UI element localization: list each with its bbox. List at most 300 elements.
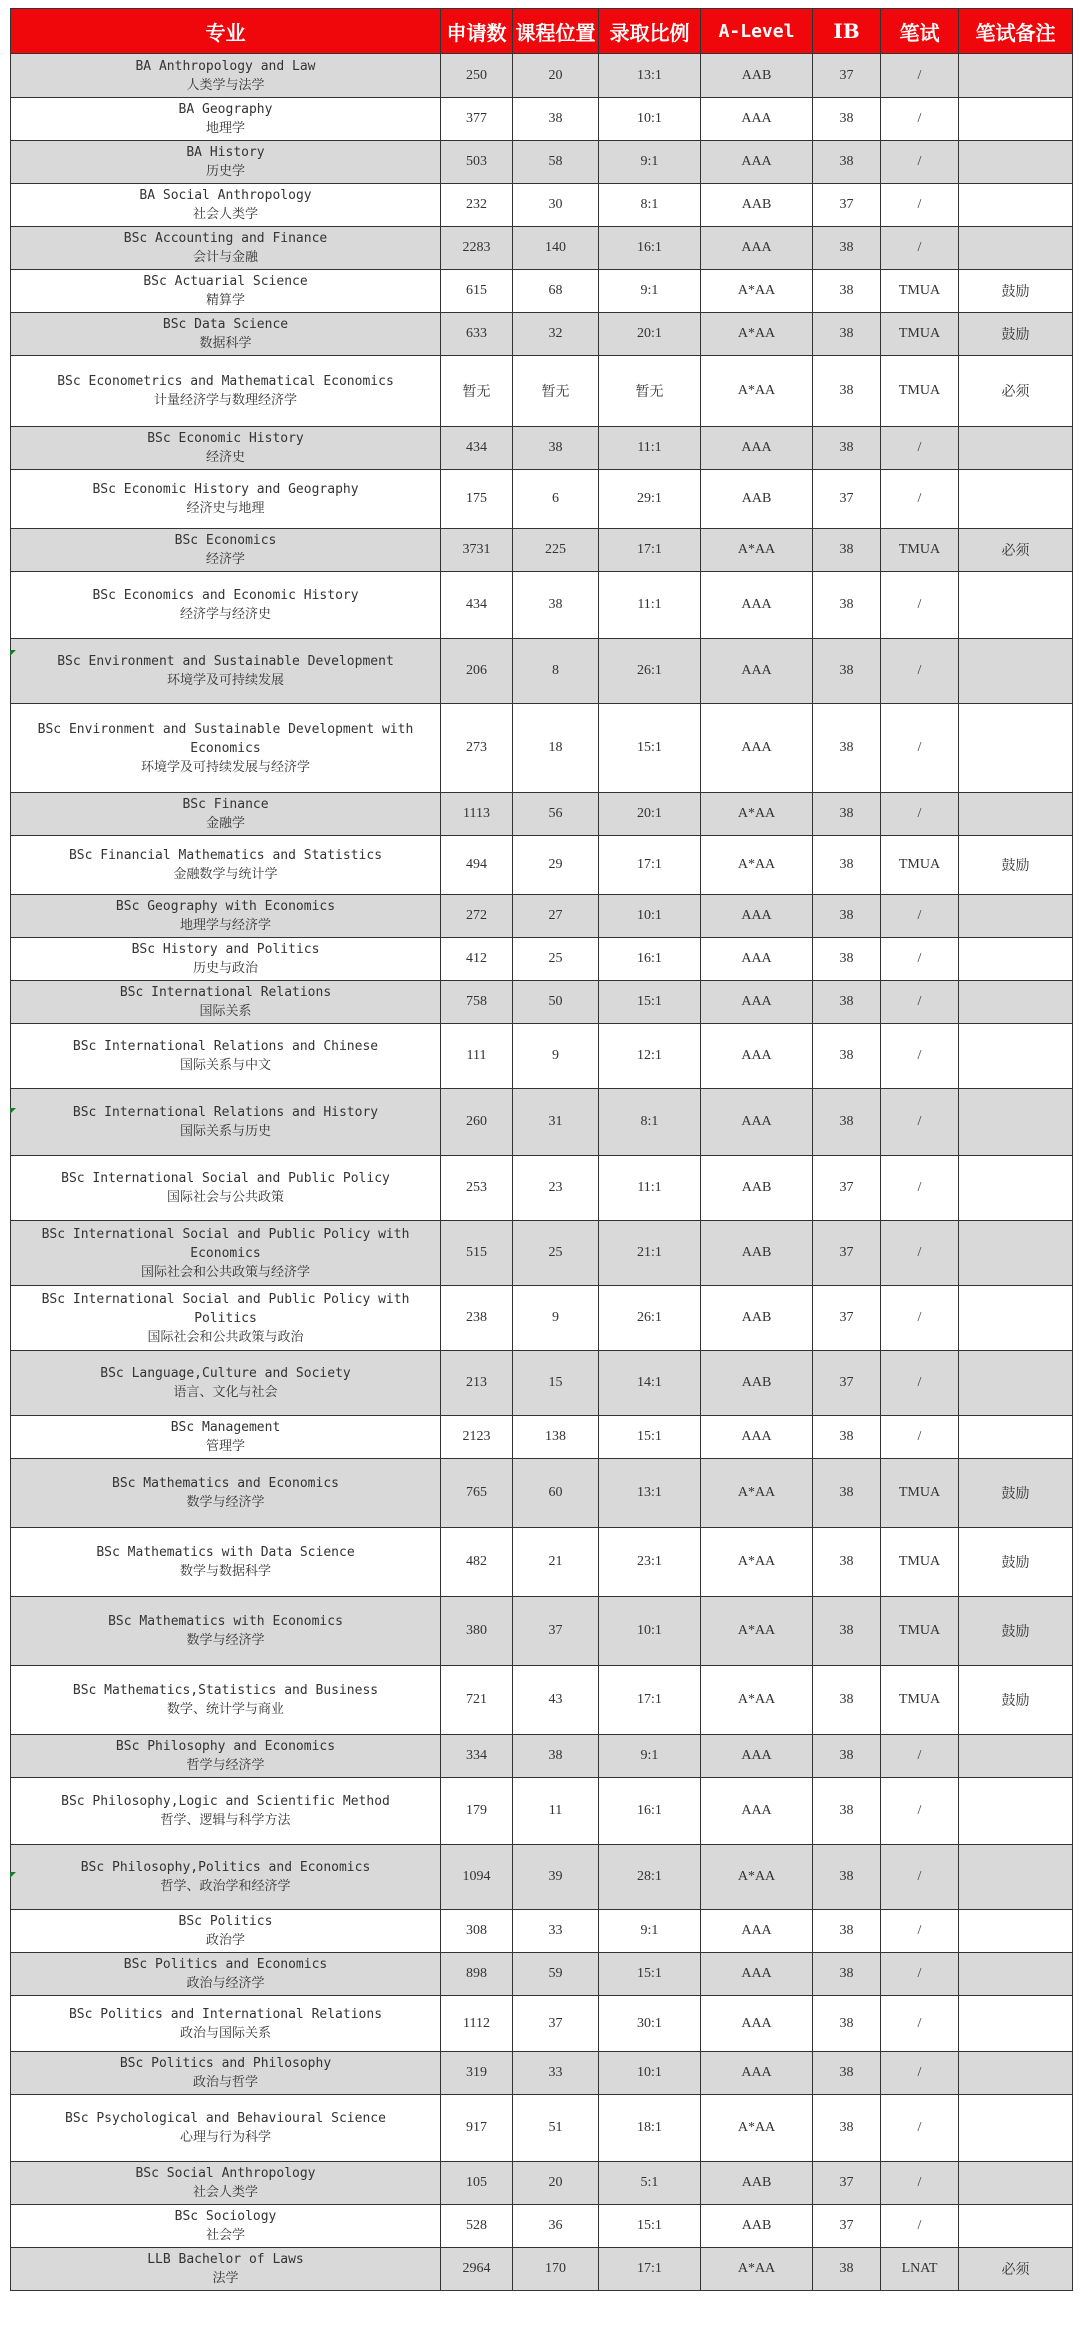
- ratio-cell: 16:1: [599, 227, 701, 270]
- applications-cell: 898: [441, 1953, 513, 1996]
- test-cell: /: [881, 1910, 959, 1953]
- applications-cell: 721: [441, 1666, 513, 1735]
- ratio-cell: 暂无: [599, 356, 701, 427]
- places-cell: 11: [513, 1778, 599, 1845]
- ratio-cell: 15:1: [599, 981, 701, 1024]
- header-places: 课程位置: [513, 9, 599, 54]
- major-chinese: 政治与国际关系: [179, 2025, 271, 2041]
- applications-cell: 暂无: [441, 356, 513, 427]
- table-row: [11, 1778, 1073, 1845]
- ratio-cell: 9:1: [599, 141, 701, 184]
- major-english: BSc Geography with Economics: [115, 899, 336, 914]
- major-cell: [11, 1156, 441, 1221]
- ratio-cell: 16:1: [599, 1778, 701, 1845]
- places-cell: 20: [513, 2162, 599, 2205]
- major-cell: [11, 938, 441, 981]
- major-cell: [11, 836, 441, 895]
- alevel-cell: AAA: [701, 938, 813, 981]
- major-cell: [11, 1953, 441, 1996]
- major-cell: [11, 1286, 441, 1351]
- header-applications: 申请数: [441, 9, 513, 54]
- table-row: [11, 938, 1073, 981]
- major-chinese: 会计与金融: [192, 250, 258, 265]
- applications-cell: 238: [441, 1286, 513, 1351]
- applications-cell: 633: [441, 313, 513, 356]
- places-cell: 25: [513, 938, 599, 981]
- major-cell: [11, 1910, 441, 1953]
- test-cell: /: [881, 1024, 959, 1089]
- major-chinese: 心理与行为科学: [179, 2130, 271, 2145]
- ratio-cell: 17:1: [599, 529, 701, 572]
- table-row: [11, 1953, 1073, 1996]
- places-cell: 38: [513, 572, 599, 639]
- header-ratio: 录取比例: [599, 9, 701, 54]
- ib-cell: 38: [813, 2248, 881, 2291]
- major-chinese: 国际关系与中文: [179, 1058, 271, 1073]
- test-cell: /: [881, 639, 959, 704]
- major-chinese: 环境学及可持续发展: [166, 673, 284, 688]
- ib-cell: 38: [813, 98, 881, 141]
- major-cell: [11, 1735, 441, 1778]
- table-row: [11, 2095, 1073, 2162]
- applications-cell: 434: [441, 572, 513, 639]
- test-cell: /: [881, 1953, 959, 1996]
- applications-cell: 1094: [441, 1845, 513, 1910]
- major-cell: [11, 704, 441, 793]
- table-body: [11, 54, 1073, 2291]
- applications-cell: 1112: [441, 1996, 513, 2052]
- test-note-cell: [959, 1845, 1073, 1910]
- ib-cell: 38: [813, 895, 881, 938]
- ib-cell: 37: [813, 470, 881, 529]
- header-test: 笔试: [881, 9, 959, 54]
- ratio-cell: 11:1: [599, 572, 701, 639]
- major-english: BSc Mathematics with Data Science: [96, 1545, 355, 1560]
- applications-cell: 434: [441, 427, 513, 470]
- major-chinese: 经济史: [205, 450, 245, 465]
- test-note-cell: [959, 1221, 1073, 1286]
- major-english: BSc International Social and Public Policy with Economics: [41, 1226, 410, 1261]
- applications-cell: 377: [441, 98, 513, 141]
- major-cell: [11, 1778, 441, 1845]
- major-cell: [11, 1459, 441, 1528]
- ratio-cell: 26:1: [599, 1286, 701, 1351]
- major-english: BSc Politics and Philosophy: [119, 2056, 332, 2071]
- major-chinese: 数据科学: [199, 336, 252, 351]
- ib-cell: 38: [813, 639, 881, 704]
- major-cell: [11, 470, 441, 529]
- places-cell: 15: [513, 1351, 599, 1416]
- header-ib: IB: [813, 9, 881, 54]
- major-chinese: 计量经济学与数理经济学: [153, 393, 297, 408]
- test-note-cell: 必须: [959, 529, 1073, 572]
- ib-cell: 38: [813, 793, 881, 836]
- places-cell: 50: [513, 981, 599, 1024]
- applications-cell: 3731: [441, 529, 513, 572]
- major-cell: [11, 313, 441, 356]
- admissions-table: [10, 8, 1073, 2291]
- test-note-cell: [959, 1156, 1073, 1221]
- test-cell: /: [881, 98, 959, 141]
- ratio-cell: 9:1: [599, 1910, 701, 1953]
- ib-cell: 37: [813, 1156, 881, 1221]
- test-note-cell: 鼓励: [959, 836, 1073, 895]
- alevel-cell: AAB: [701, 2205, 813, 2248]
- ratio-cell: 13:1: [599, 54, 701, 98]
- places-cell: 51: [513, 2095, 599, 2162]
- table-row: [11, 54, 1073, 98]
- ratio-cell: 20:1: [599, 793, 701, 836]
- applications-cell: 515: [441, 1221, 513, 1286]
- table-row: [11, 572, 1073, 639]
- ratio-cell: 12:1: [599, 1024, 701, 1089]
- test-cell: /: [881, 1735, 959, 1778]
- ib-cell: 37: [813, 2162, 881, 2205]
- table-row: [11, 2052, 1073, 2095]
- ratio-cell: 14:1: [599, 1351, 701, 1416]
- test-note-cell: [959, 1024, 1073, 1089]
- test-cell: /: [881, 227, 959, 270]
- table-row: [11, 270, 1073, 313]
- table-row: [11, 470, 1073, 529]
- places-cell: 33: [513, 1910, 599, 1953]
- cell-comment-marker: [10, 650, 16, 656]
- test-note-cell: [959, 572, 1073, 639]
- table-row: [11, 1351, 1073, 1416]
- major-cell: [11, 2205, 441, 2248]
- major-english: BSc Management: [170, 1420, 281, 1435]
- test-note-cell: [959, 2205, 1073, 2248]
- places-cell: 8: [513, 639, 599, 704]
- test-cell: TMUA: [881, 1459, 959, 1528]
- alevel-cell: AAB: [701, 184, 813, 227]
- test-note-cell: [959, 793, 1073, 836]
- ratio-cell: 9:1: [599, 270, 701, 313]
- major-cell: [11, 227, 441, 270]
- major-chinese: 历史与政治: [192, 961, 258, 976]
- major-cell: [11, 1996, 441, 2052]
- major-english: BSc Social Anthropology: [135, 2166, 316, 2181]
- alevel-cell: A*AA: [701, 356, 813, 427]
- applications-cell: 503: [441, 141, 513, 184]
- ib-cell: 37: [813, 54, 881, 98]
- alevel-cell: AAA: [701, 2052, 813, 2095]
- test-cell: /: [881, 184, 959, 227]
- table-row: [11, 1735, 1073, 1778]
- ratio-cell: 10:1: [599, 2052, 701, 2095]
- ratio-cell: 17:1: [599, 1666, 701, 1735]
- major-cell: [11, 639, 441, 704]
- major-cell: [11, 184, 441, 227]
- test-cell: TMUA: [881, 1597, 959, 1666]
- test-note-cell: 鼓励: [959, 1597, 1073, 1666]
- test-note-cell: [959, 98, 1073, 141]
- major-english: BSc Accounting and Finance: [123, 231, 328, 246]
- major-cell: [11, 895, 441, 938]
- test-note-cell: [959, 2095, 1073, 2162]
- ib-cell: 38: [813, 1089, 881, 1156]
- places-cell: 33: [513, 2052, 599, 2095]
- table-row: [11, 529, 1073, 572]
- applications-cell: 528: [441, 2205, 513, 2248]
- applications-cell: 308: [441, 1910, 513, 1953]
- major-cell: [11, 2162, 441, 2205]
- major-english: BSc Mathematics and Economics: [112, 1476, 339, 1491]
- table-row: [11, 427, 1073, 470]
- alevel-cell: AAA: [701, 427, 813, 470]
- ib-cell: 38: [813, 938, 881, 981]
- places-cell: 20: [513, 54, 599, 98]
- places-cell: 58: [513, 141, 599, 184]
- ratio-cell: 11:1: [599, 1156, 701, 1221]
- table-row: [11, 704, 1073, 793]
- major-chinese: 社会人类学: [192, 207, 258, 222]
- major-cell: [11, 2248, 441, 2291]
- alevel-cell: A*AA: [701, 1528, 813, 1597]
- alevel-cell: AAA: [701, 1089, 813, 1156]
- major-cell: [11, 1221, 441, 1286]
- major-english: BSc Politics and International Relations: [68, 2006, 383, 2022]
- ib-cell: 38: [813, 2052, 881, 2095]
- table-row: [11, 227, 1073, 270]
- applications-cell: 1113: [441, 793, 513, 836]
- major-cell: [11, 1024, 441, 1089]
- header-alevel: A-Level: [701, 9, 813, 54]
- major-english: BSc International Social and Public Policy: [61, 1171, 390, 1186]
- major-chinese: 国际社会和公共政策与政治: [147, 1329, 304, 1345]
- major-chinese: 法学: [212, 2271, 239, 2286]
- test-note-cell: [959, 54, 1073, 98]
- table-row: [11, 639, 1073, 704]
- test-note-cell: [959, 141, 1073, 184]
- major-english: BSc Econometrics and Mathematical Economics: [57, 374, 394, 389]
- ib-cell: 38: [813, 1953, 881, 1996]
- alevel-cell: AAB: [701, 54, 813, 98]
- major-chinese: 哲学、政治学和经济学: [160, 1879, 291, 1894]
- table-row: [11, 1996, 1073, 2052]
- test-note-cell: [959, 1910, 1073, 1953]
- table-row: [11, 836, 1073, 895]
- major-cell: [11, 54, 441, 98]
- alevel-cell: AAA: [701, 98, 813, 141]
- ib-cell: 38: [813, 1735, 881, 1778]
- ib-cell: 38: [813, 227, 881, 270]
- places-cell: 27: [513, 895, 599, 938]
- applications-cell: 175: [441, 470, 513, 529]
- test-cell: /: [881, 54, 959, 98]
- ratio-cell: 15:1: [599, 1953, 701, 1996]
- places-cell: 170: [513, 2248, 599, 2291]
- test-note-cell: [959, 895, 1073, 938]
- test-note-cell: [959, 184, 1073, 227]
- ratio-cell: 20:1: [599, 313, 701, 356]
- major-cell: [11, 1597, 441, 1666]
- ratio-cell: 18:1: [599, 2095, 701, 2162]
- major-english: BSc Philosophy,Politics and Economics: [80, 1860, 371, 1875]
- alevel-cell: A*AA: [701, 793, 813, 836]
- applications-cell: 412: [441, 938, 513, 981]
- major-english: BSc Economics and Economic History: [92, 588, 359, 603]
- test-note-cell: [959, 938, 1073, 981]
- major-english: BSc Philosophy,Logic and Scientific Method: [61, 1794, 390, 1809]
- major-chinese: 数学与经济学: [186, 1633, 265, 1648]
- cell-comment-marker: [10, 1872, 16, 1878]
- major-english: BA History: [186, 145, 265, 160]
- applications-cell: 319: [441, 2052, 513, 2095]
- major-cell: [11, 1089, 441, 1156]
- alevel-cell: A*AA: [701, 2248, 813, 2291]
- table-row: [11, 793, 1073, 836]
- table-row: [11, 141, 1073, 184]
- major-chinese: 金融学: [205, 816, 245, 831]
- alevel-cell: AAA: [701, 895, 813, 938]
- test-cell: /: [881, 895, 959, 938]
- table-row: [11, 98, 1073, 141]
- table-row: [11, 2162, 1073, 2205]
- test-cell: /: [881, 2205, 959, 2248]
- major-chinese: 国际社会和公共政策与经济学: [140, 1264, 310, 1280]
- ratio-cell: 15:1: [599, 704, 701, 793]
- ratio-cell: 8:1: [599, 184, 701, 227]
- major-chinese: 地理学: [205, 121, 245, 136]
- table-row: [11, 1221, 1073, 1286]
- test-cell: /: [881, 1286, 959, 1351]
- test-note-cell: 鼓励: [959, 270, 1073, 313]
- alevel-cell: AAA: [701, 1735, 813, 1778]
- test-note-cell: 必须: [959, 356, 1073, 427]
- table-row: [11, 1156, 1073, 1221]
- applications-cell: 2123: [441, 1416, 513, 1459]
- test-cell: /: [881, 427, 959, 470]
- major-cell: [11, 141, 441, 184]
- places-cell: 37: [513, 1996, 599, 2052]
- major-english: BSc International Relations and History: [72, 1105, 379, 1120]
- test-cell: /: [881, 2052, 959, 2095]
- major-english: BSc Politics: [178, 1914, 273, 1929]
- ib-cell: 38: [813, 1528, 881, 1597]
- ib-cell: 38: [813, 836, 881, 895]
- table-row: [11, 184, 1073, 227]
- table-row: [11, 1666, 1073, 1735]
- major-cell: [11, 981, 441, 1024]
- alevel-cell: AAA: [701, 1996, 813, 2052]
- major-chinese: 历史学: [205, 164, 245, 179]
- test-cell: /: [881, 981, 959, 1024]
- ib-cell: 38: [813, 1024, 881, 1089]
- ib-cell: 38: [813, 427, 881, 470]
- major-cell: [11, 1666, 441, 1735]
- major-chinese: 数学、统计学与商业: [166, 1702, 284, 1717]
- ratio-cell: 5:1: [599, 2162, 701, 2205]
- ratio-cell: 15:1: [599, 2205, 701, 2248]
- major-chinese: 国际社会与公共政策: [166, 1190, 284, 1205]
- major-english: BSc International Relations: [119, 985, 332, 1000]
- test-note-cell: [959, 1953, 1073, 1996]
- header-major: 专业: [11, 9, 441, 54]
- major-english: BSc Sociology: [174, 2209, 277, 2224]
- alevel-cell: A*AA: [701, 836, 813, 895]
- places-cell: 225: [513, 529, 599, 572]
- major-chinese: 数学与经济学: [186, 1495, 265, 1510]
- test-cell: /: [881, 1351, 959, 1416]
- test-note-cell: [959, 704, 1073, 793]
- places-cell: 暂无: [513, 356, 599, 427]
- ratio-cell: 16:1: [599, 938, 701, 981]
- alevel-cell: AAB: [701, 1286, 813, 1351]
- major-english: BSc Language,Culture and Society: [100, 1366, 351, 1381]
- places-cell: 68: [513, 270, 599, 313]
- major-chinese: 国际关系: [199, 1004, 252, 1019]
- places-cell: 9: [513, 1024, 599, 1089]
- applications-cell: 206: [441, 639, 513, 704]
- ratio-cell: 21:1: [599, 1221, 701, 1286]
- major-english: LLB Bachelor of Laws: [147, 2252, 304, 2267]
- test-cell: /: [881, 704, 959, 793]
- ratio-cell: 30:1: [599, 1996, 701, 2052]
- alevel-cell: A*AA: [701, 1845, 813, 1910]
- applications-cell: 758: [441, 981, 513, 1024]
- applications-cell: 273: [441, 704, 513, 793]
- ib-cell: 37: [813, 184, 881, 227]
- places-cell: 32: [513, 313, 599, 356]
- test-note-cell: [959, 1089, 1073, 1156]
- alevel-cell: AAB: [701, 1156, 813, 1221]
- test-note-cell: 鼓励: [959, 1459, 1073, 1528]
- alevel-cell: A*AA: [701, 1459, 813, 1528]
- alevel-cell: A*AA: [701, 1597, 813, 1666]
- ib-cell: 38: [813, 1778, 881, 1845]
- test-note-cell: [959, 1778, 1073, 1845]
- test-cell: /: [881, 938, 959, 981]
- places-cell: 38: [513, 98, 599, 141]
- applications-cell: 334: [441, 1735, 513, 1778]
- table-row: [11, 1459, 1073, 1528]
- test-cell: /: [881, 1221, 959, 1286]
- major-chinese: 社会学: [205, 2228, 245, 2243]
- test-cell: TMUA: [881, 1528, 959, 1597]
- major-chinese: 政治学: [205, 1933, 245, 1948]
- applications-cell: 917: [441, 2095, 513, 2162]
- applications-cell: 482: [441, 1528, 513, 1597]
- ratio-cell: 13:1: [599, 1459, 701, 1528]
- major-chinese: 国际关系与历史: [179, 1124, 271, 1139]
- test-cell: LNAT: [881, 2248, 959, 2291]
- test-cell: TMUA: [881, 529, 959, 572]
- table-row: [11, 2248, 1073, 2291]
- ib-cell: 37: [813, 1286, 881, 1351]
- major-chinese: 精算学: [205, 293, 245, 308]
- alevel-cell: AAB: [701, 1221, 813, 1286]
- ratio-cell: 9:1: [599, 1735, 701, 1778]
- major-chinese: 管理学: [205, 1439, 245, 1454]
- major-english: BA Social Anthropology: [139, 188, 312, 203]
- major-chinese: 经济史与地理: [186, 501, 265, 516]
- applications-cell: 179: [441, 1778, 513, 1845]
- ib-cell: 38: [813, 1996, 881, 2052]
- header-test-note: 笔试备注: [959, 9, 1073, 54]
- alevel-cell: AAA: [701, 1416, 813, 1459]
- major-english: BSc Environment and Sustainable Development with Economics: [37, 721, 414, 756]
- alevel-cell: AAA: [701, 1024, 813, 1089]
- test-note-cell: [959, 1416, 1073, 1459]
- major-english: BSc Economics: [174, 533, 277, 548]
- alevel-cell: AAA: [701, 1910, 813, 1953]
- test-cell: TMUA: [881, 836, 959, 895]
- alevel-cell: AAA: [701, 1953, 813, 1996]
- major-cell: [11, 1416, 441, 1459]
- places-cell: 25: [513, 1221, 599, 1286]
- major-english: BSc Politics and Economics: [123, 1957, 328, 1972]
